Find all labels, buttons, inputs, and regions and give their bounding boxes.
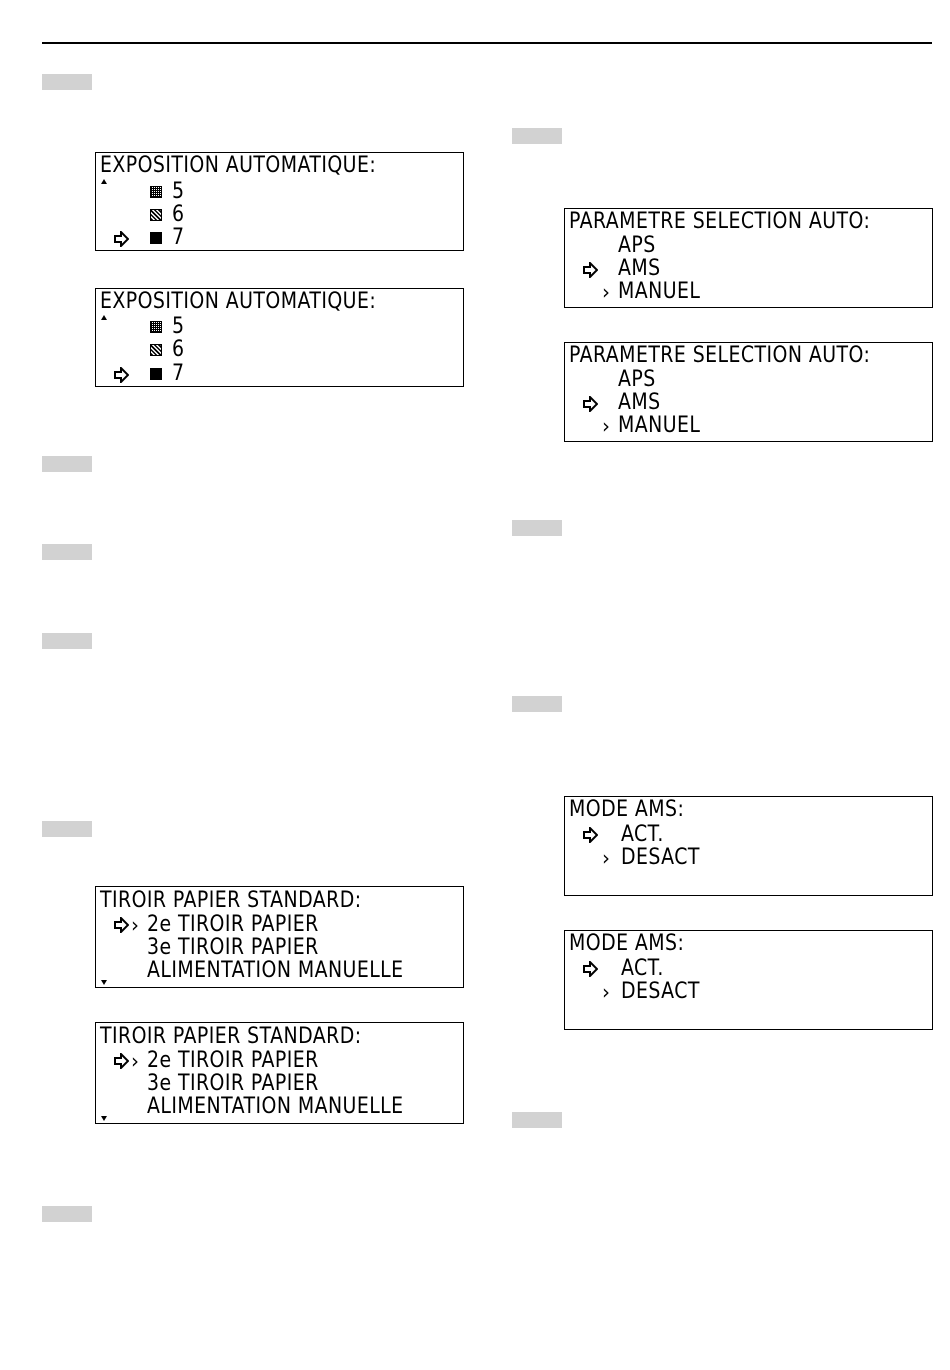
lcd-item: 2e TIROIR PAPIER [147,912,319,937]
exposure-pattern-7-icon [150,232,162,244]
lcd-title: PARAMETRE SELECTION AUTO: [569,209,871,234]
exposure-pattern-7-icon [150,368,162,380]
exposure-pattern-6-icon [150,209,162,221]
cursor-arrow-icon [113,367,129,383]
lcd-title: EXPOSITION AUTOMATIQUE: [100,153,377,178]
auto-selection-lcd [564,342,933,442]
step-tab [42,544,92,560]
lcd-title: MODE AMS: [569,931,685,956]
lcd-item: ALIMENTATION MANUELLE [147,1094,404,1119]
cursor-arrow-icon [113,231,129,247]
exposure-pattern-5-icon [150,321,162,333]
lcd-item: APS [618,367,656,392]
cursor-arrow-icon [582,961,598,977]
step-tab [512,128,562,144]
exposure-pattern-6-icon [150,344,162,356]
lcd-item: 2e TIROIR PAPIER [147,1048,319,1073]
lcd-item: APS [618,233,656,258]
exposure-lcd [95,288,464,387]
scroll-down-icon [101,1116,107,1121]
paper-tray-lcd [95,886,464,988]
lcd-item: DESACT [621,979,700,1004]
auto-selection-lcd [564,208,933,308]
cursor-arrow-icon [113,1053,129,1069]
lcd-item: 3e TIROIR PAPIER [147,935,319,960]
lcd-item: 5 [172,179,185,204]
selected-chevron-icon: › [602,414,610,438]
lcd-item: 6 [172,202,185,227]
header-rule [42,42,932,44]
step-tab [512,1112,562,1128]
lcd-item: 7 [172,361,185,386]
selected-chevron-icon: › [602,980,610,1004]
cursor-arrow-icon [582,396,598,412]
cursor-arrow-icon [582,827,598,843]
step-tab [42,74,92,90]
exposure-pattern-5-icon [150,186,162,198]
paper-tray-lcd [95,1022,464,1124]
step-tab [42,456,92,472]
cursor-arrow-icon [113,917,129,933]
lcd-item: 3e TIROIR PAPIER [147,1071,319,1096]
lcd-item: AMS [618,256,661,281]
step-tab [512,520,562,536]
lcd-item: MANUEL [618,413,701,438]
lcd-item: 5 [172,314,185,339]
step-tab [512,696,562,712]
ams-mode-lcd [564,930,933,1030]
lcd-title: PARAMETRE SELECTION AUTO: [569,343,871,368]
selected-chevron-icon: › [602,280,610,304]
exposure-lcd [95,152,464,251]
lcd-item: ACT. [621,956,664,981]
scroll-up-icon [101,315,107,320]
lcd-item: 7 [172,225,185,250]
selected-chevron-icon: › [131,913,139,937]
lcd-title: EXPOSITION AUTOMATIQUE: [100,289,377,314]
lcd-item: AMS [618,390,661,415]
selected-chevron-icon: › [131,1049,139,1073]
lcd-title: TIROIR PAPIER STANDARD: [100,888,362,913]
scroll-down-icon [101,980,107,985]
lcd-title: MODE AMS: [569,797,685,822]
lcd-item: ALIMENTATION MANUELLE [147,958,404,983]
step-tab [42,821,92,837]
lcd-item: DESACT [621,845,700,870]
step-tab [42,1206,92,1222]
cursor-arrow-icon [582,262,598,278]
ams-mode-lcd [564,796,933,896]
lcd-item: 6 [172,337,185,362]
lcd-title: TIROIR PAPIER STANDARD: [100,1024,362,1049]
selected-chevron-icon: › [602,846,610,870]
lcd-item: ACT. [621,822,664,847]
step-tab [42,633,92,649]
lcd-item: MANUEL [618,279,701,304]
scroll-up-icon [101,179,107,184]
